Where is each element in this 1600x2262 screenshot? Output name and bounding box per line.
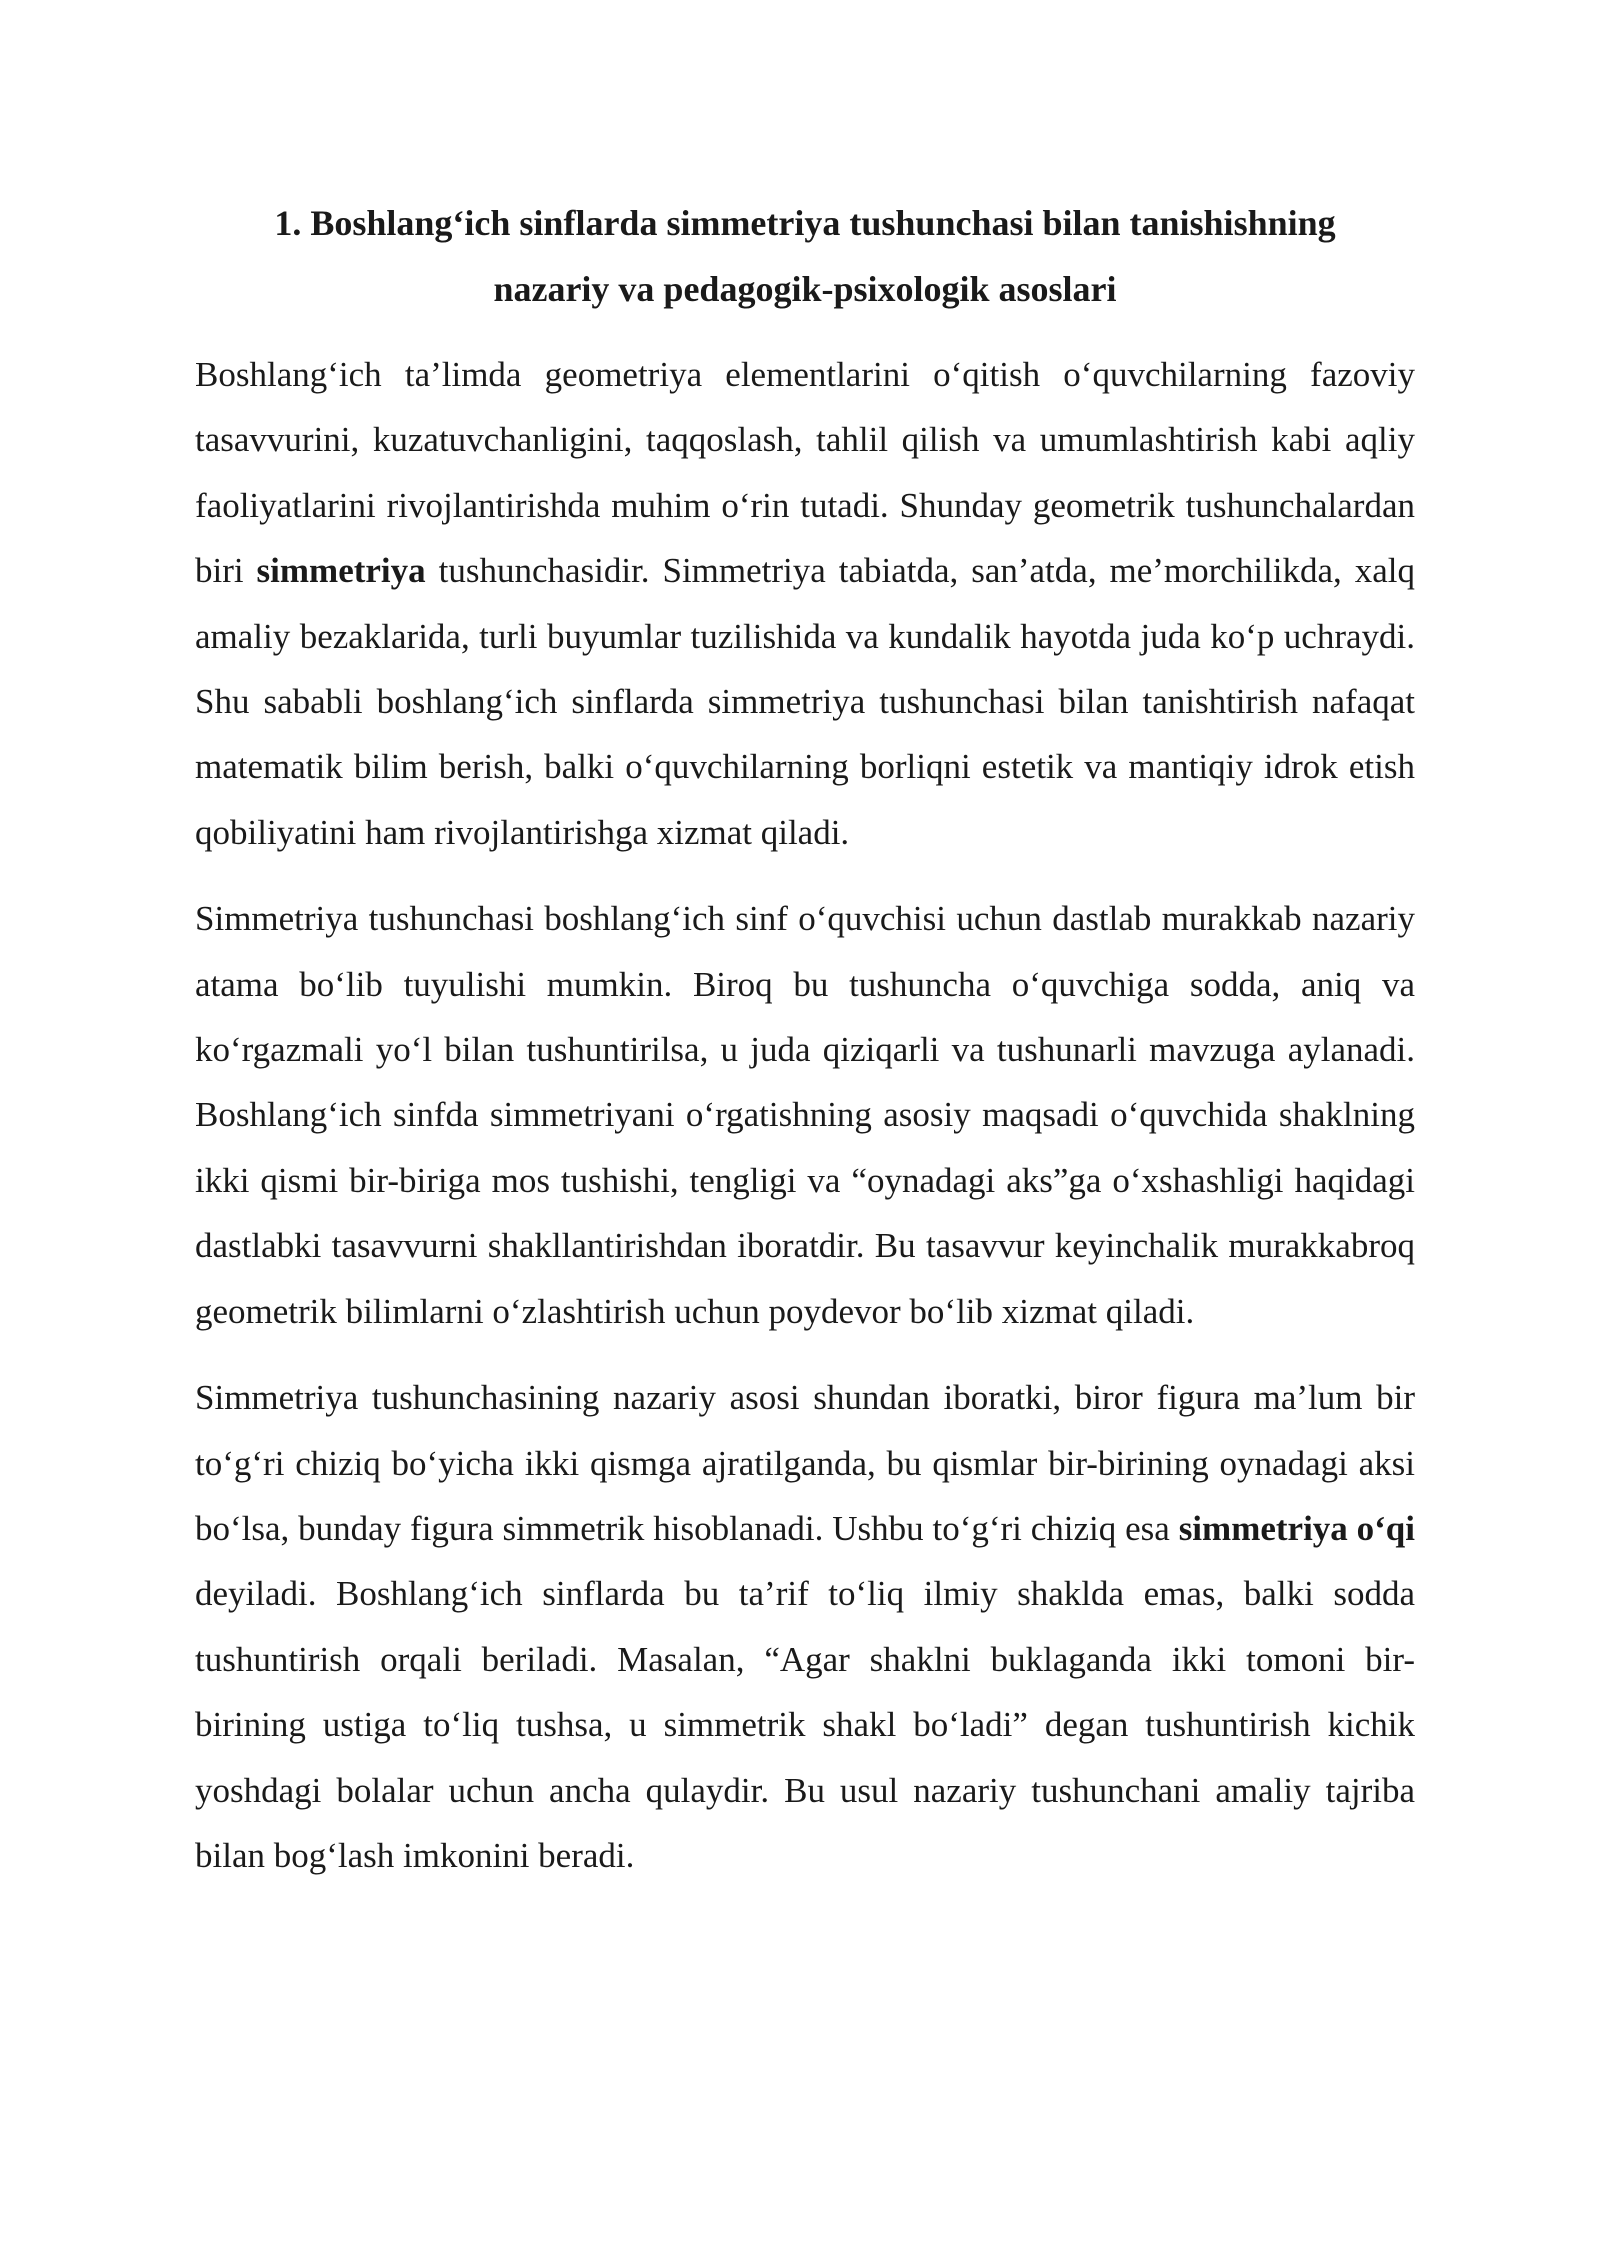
page-title — [195, 190, 1415, 322]
paragraph-2: Simmetriya tushunchasi boshlang‘ich sinf o‘quvchisi uchun dastlab murakkab nazariy atama bo‘lib tuyulishi mumkin. Biroq bu tushuncha o‘quvchiga sodda, aniq va ko‘rgazmali yo‘l bilan tushuntirilsa, u juda qiziqarli va tushunarli mavzuga aylanadi. Boshlang‘ich sinfda simmetriyani o‘rgatishning asosiy maqsadi o‘quvchida shaklning ikki qismi bir-biriga mos tushishi, tengligi va “oynadagi aks”ga o‘xshashligi haqidagi dastlabki tasavvurni shakllantirishdan iboratdir. Bu tasavvur keyinchalik murakkabroq geometrik bilimlarni o‘zlashtirish uchun poydevor bo‘lib xizmat qiladi. — [195, 899, 1415, 1331]
title-line-1: 1. Boshlang‘ich sinflarda simmetriya tushunchasi bilan tanishishning — [274, 203, 1336, 243]
title-line-2: nazariy va pedagogik-psixologik asoslari — [493, 269, 1117, 309]
bold-term-simmetriya: simmetriya — [256, 551, 426, 591]
paragraph-3-text-start: Simmetriya tushunchasining nazariy asosi shundan iboratki, biror figura ma’lum bir to‘g‘ri chiziq bo‘yicha ikki qismga ajratilganda, bu qismlar bir-birining oynadagi aksi bo‘lsa, bunday figura simmetrik hisoblanadi. Ushbu to‘g‘ri chiziq esa — [195, 1378, 1415, 1548]
paragraph-1 — [195, 342, 1415, 865]
bold-term-simmetriya-oqi: simmetriya o‘qi — [1178, 1508, 1415, 1548]
paragraph-3-text-end: deyiladi. Boshlang‘ich sinflarda bu ta’rif to‘liq ilmiy shaklda emas, balki sodda tushuntirish orqali beriladi. Masalan, “Agar shaklni buklaganda ikki tomoni bir-birining ustiga to‘liq tushsa, u simmetrik shakl bo‘ladi” degan tushuntirish kichik yoshdagi bolalar uchun ancha qulaydir. Bu usul nazariy tushunchani amaliy tajriba bilan bog‘lash imkonini beradi. — [195, 1574, 1415, 1875]
paragraph-3 — [195, 1365, 1415, 1888]
paragraph-1-text-end: tushunchasidir. Simmetriya tabiatda, san’atda, me’morchilikda, xalq amaliy bezaklarida, turli buyumlar tuzilishida va kundalik hayotda juda ko‘p uchraydi. Shu sababli boshlang‘ich sinflarda simmetriya tushunchasi bilan tanishtirish nafaqat matematik bilim berish, balki o‘quvchilarning borliqni estetik va mantiqiy idrok etish qobiliyatini ham rivojlantirishga xizmat qiladi. — [195, 551, 1415, 852]
paragraph-1-text-start: Boshlang‘ich ta’limda geometriya elementlarini o‘qitish o‘quvchilarning fazoviy tasavvurini, kuzatuvchanligini, taqqoslash, tahlil qilish va umumlashtirish kabi aqliy faoliyatlarini rivojlantirishda muhim o‘rin tutadi. Shunday geometrik tushunchalardan biri — [195, 355, 1415, 591]
document-body — [195, 190, 1415, 1909]
